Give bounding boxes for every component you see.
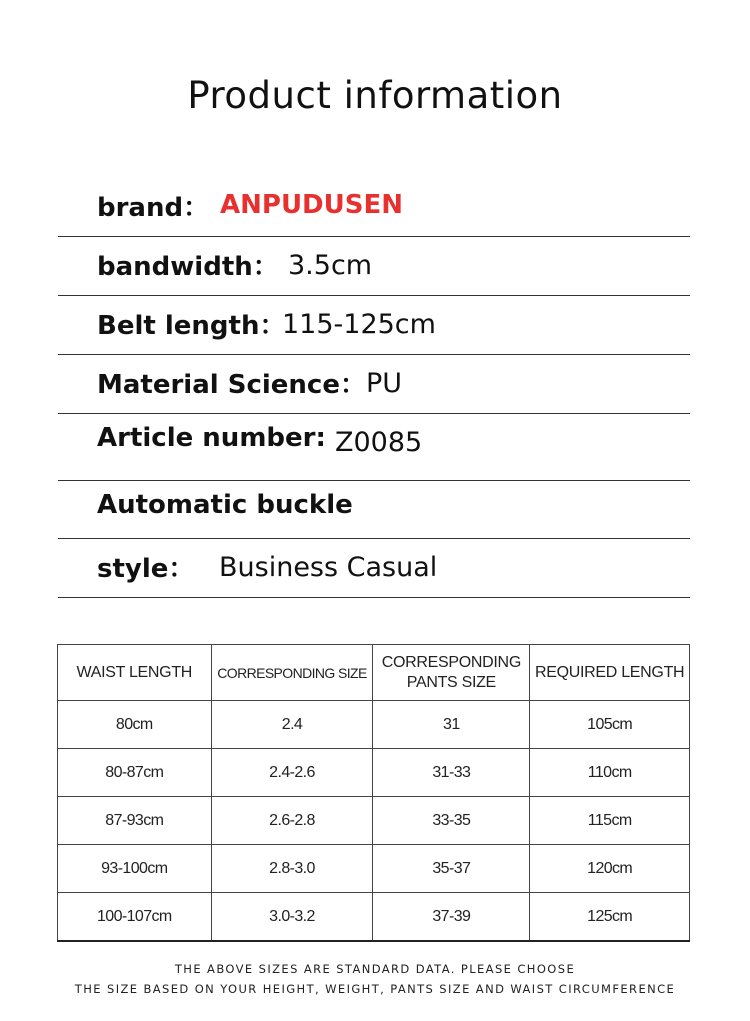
cell-size: 2.4-2.6: [211, 749, 373, 797]
cell-pants: 37-39: [373, 893, 530, 942]
material-label: Material Science：: [97, 370, 366, 400]
cell-waist: 93-100cm: [58, 845, 212, 893]
page-title: Product information: [187, 74, 563, 117]
belt-length-label: Belt length：: [97, 311, 286, 341]
size-table: [57, 644, 690, 942]
cell-size: 2.8-3.0: [211, 845, 373, 893]
cell-size: 2.6-2.8: [211, 797, 373, 845]
table-row: [58, 797, 690, 845]
cell-length: 105cm: [530, 701, 690, 749]
cell-waist: 80-87cm: [58, 749, 212, 797]
table-row: [58, 845, 690, 893]
info-row-bandwidth: [58, 237, 690, 296]
table-row: [58, 893, 690, 942]
table-row: [58, 701, 690, 749]
cell-pants: 33-35: [373, 797, 530, 845]
cell-length: 110cm: [530, 749, 690, 797]
buckle-label: Automatic buckle: [97, 490, 353, 520]
header-required-length: REQUIRED LENGTH: [530, 645, 690, 701]
info-row-brand: [58, 178, 690, 237]
info-row-article-number: [58, 414, 690, 481]
article-number-label: Article number:: [97, 423, 326, 453]
cell-waist: 100-107cm: [58, 893, 212, 942]
cell-length: 120cm: [530, 845, 690, 893]
brand-label: brand：: [97, 193, 210, 223]
product-info-list: [58, 178, 690, 598]
article-number-value: Z0085: [335, 427, 423, 458]
header-corresponding-size: CORRESPONDING SIZE: [211, 645, 373, 701]
cell-length: 115cm: [530, 797, 690, 845]
bandwidth-label: bandwidth：: [97, 252, 279, 282]
bandwidth-value: 3.5cm: [288, 250, 373, 281]
header-waist-length: WAIST LENGTH: [58, 645, 212, 701]
info-row-material: [58, 355, 690, 414]
info-row-buckle: [58, 481, 690, 539]
brand-value: ANPUDUSEN: [220, 190, 403, 220]
cell-pants: 31: [373, 701, 530, 749]
cell-size: 3.0-3.2: [211, 893, 373, 942]
table-header-row: [58, 645, 690, 701]
size-note-line-1: THE ABOVE SIZES ARE STANDARD DATA. PLEASE CHOOSE: [174, 962, 576, 976]
info-row-belt-length: [58, 296, 690, 355]
cell-waist: 80cm: [58, 701, 212, 749]
belt-length-value: 115-125cm: [282, 309, 436, 340]
style-label: style：: [97, 554, 195, 584]
style-value: Business Casual: [219, 552, 438, 583]
table-row: [58, 749, 690, 797]
header-pants-size: CORRESPONDING PANTS SIZE: [373, 645, 530, 701]
material-value: PU: [366, 368, 403, 399]
cell-pants: 31-33: [373, 749, 530, 797]
cell-size: 2.4: [211, 701, 373, 749]
cell-length: 125cm: [530, 893, 690, 942]
info-row-style: [58, 539, 690, 598]
size-note-line-2: THE SIZE BASED ON YOUR HEIGHT, WEIGHT, PANTS SIZE AND WAIST CIRCUMFERENCE: [74, 982, 676, 996]
cell-waist: 87-93cm: [58, 797, 212, 845]
cell-pants: 35-37: [373, 845, 530, 893]
